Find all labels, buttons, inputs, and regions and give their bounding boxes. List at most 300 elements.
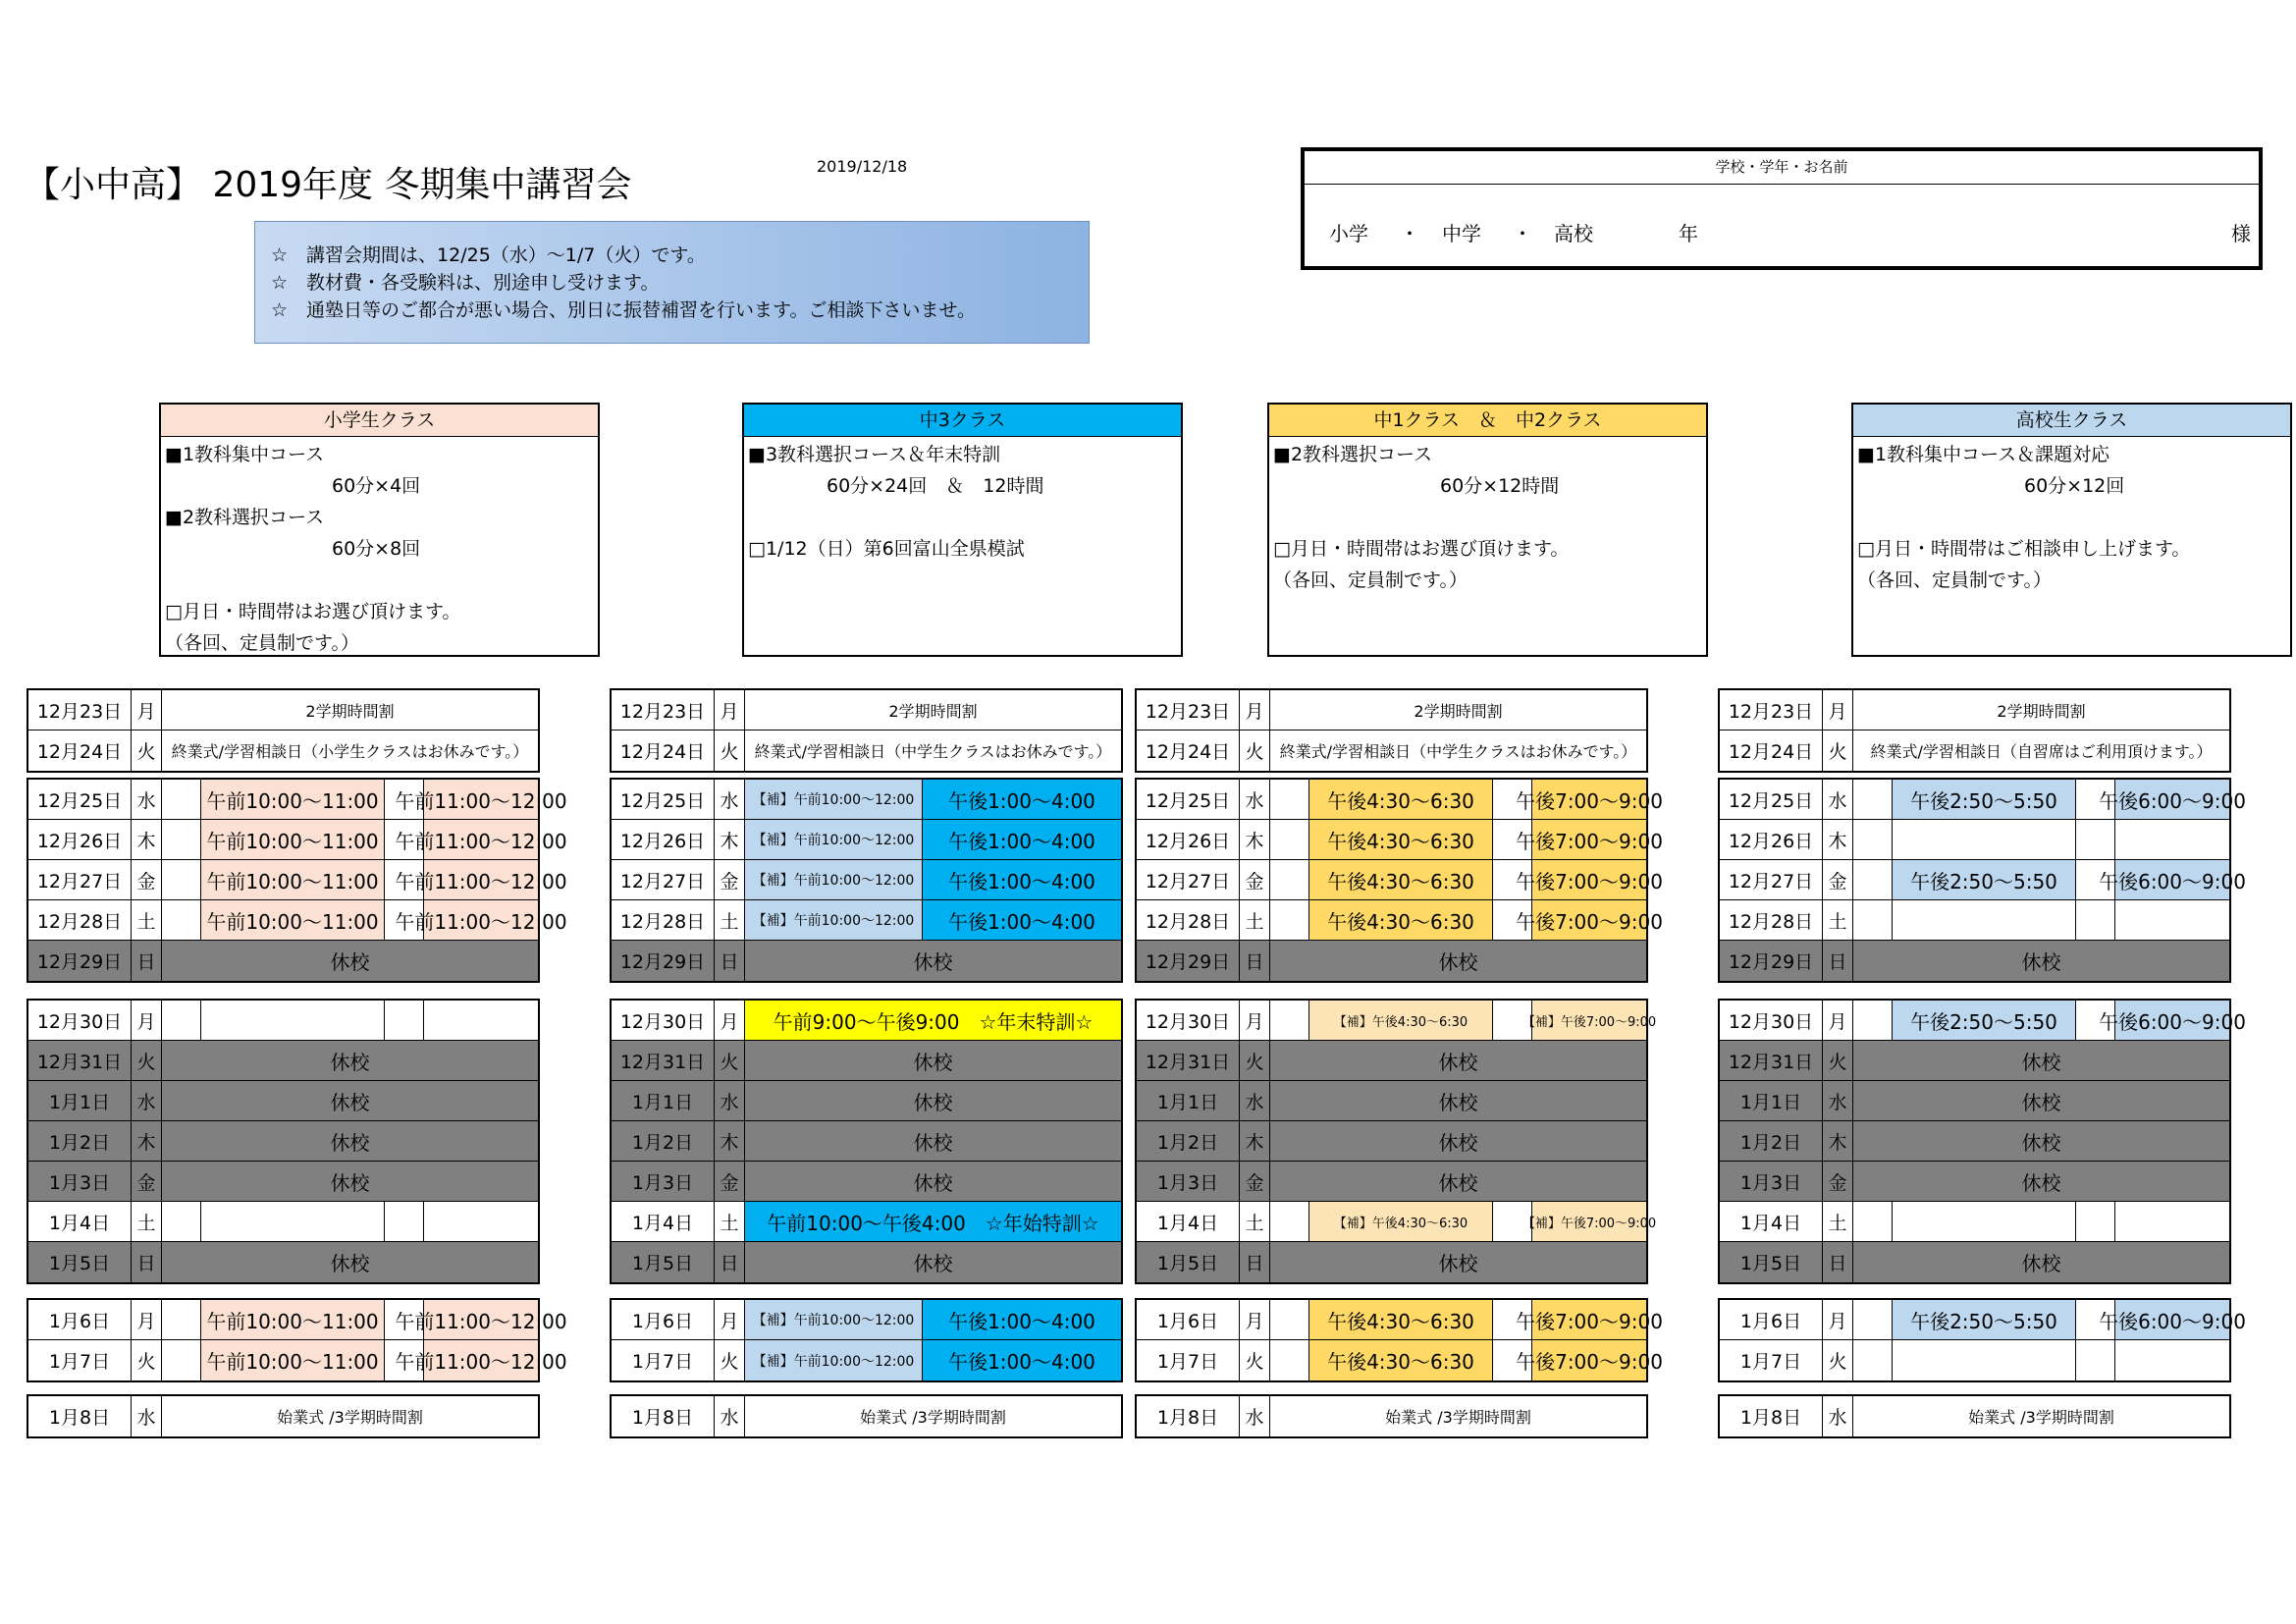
closed-cell: 休校 xyxy=(1438,950,1478,974)
session-slot-b[interactable]: 午後7:00～9:00 xyxy=(1532,1340,1646,1380)
course-line: 60分×4回 xyxy=(332,475,421,497)
date-cell: 1月8日 xyxy=(28,1396,132,1436)
course-line xyxy=(1857,502,2290,533)
schedule-row xyxy=(612,731,1121,771)
blank-cell xyxy=(1270,1001,1309,1040)
blank-cell xyxy=(162,820,201,859)
date-cell: 12月24日 xyxy=(612,731,715,771)
closed-cell: 休校 xyxy=(1438,1130,1478,1155)
schedule-row xyxy=(1720,900,2229,941)
date-cell: 12月25日 xyxy=(1720,780,1823,819)
date-cell: 1月2日 xyxy=(1137,1121,1240,1161)
date-cell: 1月1日 xyxy=(612,1081,715,1120)
closed-cell: 休校 xyxy=(330,1130,370,1155)
weekday-cell: 水 xyxy=(1240,1396,1270,1436)
weekday-cell: 日 xyxy=(1823,1242,1853,1282)
session-slot-a[interactable]: 午後4:30～6:30 xyxy=(1309,860,1493,899)
blank-cell xyxy=(1270,1300,1309,1339)
weekday-cell: 月 xyxy=(1240,1001,1270,1040)
honorific-label: 様 xyxy=(2231,222,2251,245)
date-cell: 12月28日 xyxy=(1720,900,1823,940)
date-cell: 12月24日 xyxy=(1720,731,1823,771)
schedule-row xyxy=(612,941,1121,981)
session-slot-a[interactable]: 【補】午前10:00～12:00 xyxy=(745,1300,923,1339)
session-slot-a[interactable]: 【補】午前10:00～12:00 xyxy=(745,900,923,940)
schedule-row xyxy=(28,1121,538,1162)
session-slot-a[interactable]: 【補】午前10:00～12:00 xyxy=(745,820,923,859)
special-session-cell[interactable]: 午前10:00～午後4:00 ☆年始特訓☆ xyxy=(745,1202,1121,1241)
schedule-high-group5 xyxy=(1718,1394,2231,1438)
weekday-cell: 火 xyxy=(132,1041,162,1080)
weekday-cell: 木 xyxy=(1823,1121,1853,1161)
blank-cell xyxy=(2076,1202,2115,1241)
schedule-grade3-group3 xyxy=(610,999,1123,1284)
date-cell: 12月26日 xyxy=(28,820,132,859)
date-cell: 12月23日 xyxy=(28,690,132,730)
schedule-row xyxy=(612,860,1121,900)
schedule-row xyxy=(1137,1162,1646,1202)
date-cell: 12月25日 xyxy=(28,780,132,819)
weekday-cell: 木 xyxy=(132,1121,162,1161)
schedule-elementary-group1 xyxy=(27,688,540,773)
session-slot-a[interactable] xyxy=(1893,820,2076,859)
schedule-row xyxy=(1137,1041,1646,1081)
date-cell: 1月7日 xyxy=(1720,1340,1823,1380)
session-slot-a[interactable]: 午前10:00～11:00 xyxy=(201,860,385,899)
schedule-row xyxy=(28,1162,538,1202)
date-cell: 12月29日 xyxy=(1137,941,1240,981)
weekday-cell: 火 xyxy=(132,731,162,771)
weekday-cell: 土 xyxy=(1823,1202,1853,1241)
schedule-row xyxy=(28,780,567,820)
session-slot-b[interactable]: 午後1:00～4:00 xyxy=(923,820,1121,859)
session-slot-b[interactable]: 午後7:00～9:00 xyxy=(1532,820,1646,859)
weekday-cell: 火 xyxy=(715,1041,745,1080)
schedule-row xyxy=(612,1396,1121,1436)
note-cell: 2学期時間割 xyxy=(305,701,395,721)
session-slot-a[interactable]: 【補】午前10:00～12:00 xyxy=(745,860,923,899)
date-cell: 12月28日 xyxy=(28,900,132,940)
weekday-cell: 土 xyxy=(1240,900,1270,940)
weekday-cell: 金 xyxy=(715,1162,745,1201)
schedule-row xyxy=(612,820,1121,860)
session-slot-b[interactable]: 午前11:00～12:00 xyxy=(424,900,538,940)
special-session-cell[interactable]: 午前9:00～午後9:00 ☆年末特訓☆ xyxy=(745,1001,1121,1040)
date-cell: 1月5日 xyxy=(1720,1242,1823,1282)
closed-cell: 休校 xyxy=(1438,1090,1478,1114)
date-cell: 1月5日 xyxy=(1137,1242,1240,1282)
weekday-cell: 水 xyxy=(1823,1396,1853,1436)
blank-cell xyxy=(1853,820,1893,859)
schedule-row xyxy=(1137,1202,1657,1242)
weekday-cell: 日 xyxy=(715,941,745,981)
schedule-row xyxy=(1720,1041,2229,1081)
session-slot-a[interactable]: 午前10:00～11:00 xyxy=(201,820,385,859)
weekday-cell: 月 xyxy=(132,690,162,730)
blank-cell xyxy=(1853,1001,1893,1040)
weekday-cell: 火 xyxy=(1240,731,1270,771)
course-line: □月日・時間帯はご相談申し上げます。 xyxy=(1857,538,2191,560)
session-slot-a[interactable]: 午後4:30～6:30 xyxy=(1309,900,1493,940)
session-slot-a[interactable]: 午後2:50～5:50 xyxy=(1893,1300,2076,1339)
course-body xyxy=(1269,437,1706,596)
date-cell: 12月26日 xyxy=(612,820,715,859)
date-cell: 1月8日 xyxy=(612,1396,715,1436)
weekday-cell: 日 xyxy=(1240,1242,1270,1282)
blank-cell xyxy=(1270,1340,1309,1380)
session-slot-a[interactable] xyxy=(201,1001,385,1040)
schedule-row xyxy=(612,1121,1121,1162)
schedule-row xyxy=(612,1242,1121,1282)
course-grade3 xyxy=(742,403,1183,657)
date-cell: 12月27日 xyxy=(1137,860,1240,899)
weekday-cell: 水 xyxy=(1240,1081,1270,1120)
course-line: （各回、定員制です。） xyxy=(1273,569,1468,591)
closed-cell: 休校 xyxy=(913,1130,953,1155)
schedule-row xyxy=(1137,860,1663,900)
course-line: ■2教科選択コース xyxy=(1273,444,1433,465)
weekday-cell: 水 xyxy=(1823,780,1853,819)
date-cell: 12月28日 xyxy=(1137,900,1240,940)
session-slot-b[interactable] xyxy=(424,1001,538,1040)
schedule-row xyxy=(28,900,567,941)
schedule-row xyxy=(1137,1121,1646,1162)
blank-cell xyxy=(1853,780,1893,819)
schedule-elementary-group3 xyxy=(27,999,540,1284)
weekday-cell: 火 xyxy=(1823,1340,1853,1380)
course-grade12 xyxy=(1267,403,1708,657)
session-slot-a[interactable]: 午後2:50～5:50 xyxy=(1893,860,2076,899)
schedule-row xyxy=(1720,1242,2229,1282)
date-cell: 12月28日 xyxy=(612,900,715,940)
note-cell: 始業式 /3学期時間割 xyxy=(1968,1408,2114,1427)
course-line: ■1教科集中コース＆課題対応 xyxy=(1857,444,2110,465)
course-line: □月日・時間帯はお選び頂けます。 xyxy=(1273,538,1570,560)
session-slot-b[interactable]: 午前11:00～12:00 xyxy=(424,820,538,859)
session-slot-b[interactable] xyxy=(2115,820,2229,859)
course-high xyxy=(1851,403,2292,657)
schedule-row xyxy=(1137,1396,1646,1436)
separator-dot: ・ xyxy=(1400,222,1419,245)
date-cell: 1月7日 xyxy=(1137,1340,1240,1380)
weekday-cell: 水 xyxy=(715,1396,745,1436)
note-cell: 始業式 /3学期時間割 xyxy=(1385,1408,1531,1427)
date-cell: 1月3日 xyxy=(612,1162,715,1201)
schedule-high-group3 xyxy=(1718,999,2246,1284)
session-slot-b[interactable]: 午後6:00～9:00 xyxy=(2115,1300,2229,1339)
session-slot-b[interactable]: 午後1:00～4:00 xyxy=(923,860,1121,899)
blank-cell xyxy=(162,1340,201,1380)
schedule-row xyxy=(28,1001,538,1041)
course-line xyxy=(165,565,598,596)
schedule-row xyxy=(1720,780,2246,820)
note-line: ☆ 講習会期間は、12/25（水）～1/7（火）です。 xyxy=(271,244,706,266)
weekday-cell: 月 xyxy=(715,690,745,730)
session-slot-a[interactable]: 【補】午後4:30～6:30 xyxy=(1309,1001,1493,1040)
grade-label: 年 xyxy=(1679,222,1698,245)
name-box-row[interactable] xyxy=(1329,218,2251,244)
high-label: 高校 xyxy=(1554,222,1593,245)
date-cell: 1月6日 xyxy=(1137,1300,1240,1339)
date-cell: 1月6日 xyxy=(28,1300,132,1339)
session-slot-a[interactable] xyxy=(1893,1340,2076,1380)
note-cell: 始業式 /3学期時間割 xyxy=(277,1408,423,1427)
schedule-row xyxy=(28,941,538,981)
session-slot-a[interactable]: 午後4:30～6:30 xyxy=(1309,820,1493,859)
session-slot-b[interactable]: 午前11:00～12:00 xyxy=(424,780,538,819)
course-header: 中3クラス xyxy=(744,405,1181,437)
session-slot-b[interactable] xyxy=(2115,900,2229,940)
weekday-cell: 木 xyxy=(715,820,745,859)
schedule-row xyxy=(1720,1396,2229,1436)
weekday-cell: 火 xyxy=(715,1340,745,1380)
course-elementary xyxy=(159,403,600,657)
schedule-row xyxy=(1720,1081,2229,1121)
weekday-cell: 月 xyxy=(1823,690,1853,730)
session-slot-b[interactable]: 午後1:00～4:00 xyxy=(923,780,1121,819)
session-slot-a[interactable]: 【補】午前10:00～12:00 xyxy=(745,1340,923,1380)
session-slot-a[interactable]: 午前10:00～11:00 xyxy=(201,900,385,940)
closed-cell: 休校 xyxy=(330,1170,370,1195)
note-cell: 始業式 /3学期時間割 xyxy=(860,1408,1006,1427)
schedule-row xyxy=(612,1202,1121,1242)
session-slot-a[interactable]: 午後4:30～6:30 xyxy=(1309,1300,1493,1339)
session-slot-a[interactable]: 午前10:00～11:00 xyxy=(201,1300,385,1339)
blank-cell xyxy=(385,1001,424,1040)
blank-cell xyxy=(1270,900,1309,940)
date-cell: 1月5日 xyxy=(612,1242,715,1282)
note-cell: 2学期時間割 xyxy=(1414,701,1503,721)
date-cell: 1月4日 xyxy=(28,1202,132,1241)
course-body xyxy=(744,437,1181,565)
course-header: 高校生クラス xyxy=(1853,405,2290,437)
schedule-high-group2 xyxy=(1718,778,2246,983)
weekday-cell: 水 xyxy=(132,1396,162,1436)
weekday-cell: 水 xyxy=(132,780,162,819)
date-cell: 1月5日 xyxy=(28,1242,132,1282)
weekday-cell: 月 xyxy=(1823,1001,1853,1040)
schedule-row xyxy=(28,1081,538,1121)
schedule-row xyxy=(612,1001,1121,1041)
date-cell: 1月6日 xyxy=(612,1300,715,1339)
schedule-high-group1 xyxy=(1718,688,2231,773)
schedule-row xyxy=(28,1340,567,1380)
schedule-grade3-group1 xyxy=(610,688,1123,773)
blank-cell xyxy=(162,780,201,819)
schedule-row xyxy=(1720,690,2229,731)
schedule-row xyxy=(612,690,1121,731)
session-slot-b[interactable]: 午後6:00～9:00 xyxy=(2115,780,2229,819)
blank-cell xyxy=(2076,900,2115,940)
blank-cell xyxy=(1270,860,1309,899)
junior-label: 中学 xyxy=(1442,222,1481,245)
schedule-row xyxy=(28,731,538,771)
schedule-row xyxy=(612,1340,1121,1380)
date-cell: 12月27日 xyxy=(1720,860,1823,899)
schedule-elementary-group4 xyxy=(27,1298,567,1382)
course-line: ■2教科選択コース xyxy=(165,507,325,528)
date-cell: 12月30日 xyxy=(1137,1001,1240,1040)
date-cell: 12月27日 xyxy=(28,860,132,899)
weekday-cell: 木 xyxy=(132,820,162,859)
blank-cell xyxy=(1270,780,1309,819)
date-cell: 1月7日 xyxy=(28,1340,132,1380)
weekday-cell: 土 xyxy=(132,1202,162,1241)
session-slot-a[interactable]: 午後4:30～6:30 xyxy=(1309,780,1493,819)
date-cell: 1月7日 xyxy=(612,1340,715,1380)
blank-cell xyxy=(1270,820,1309,859)
session-slot-b[interactable]: 午後1:00～4:00 xyxy=(923,1300,1121,1339)
session-slot-b[interactable]: 午後6:00～9:00 xyxy=(2115,1001,2229,1040)
schedule-row xyxy=(1720,1340,2229,1380)
course-line: 60分×12回 xyxy=(2024,475,2125,497)
session-slot-a[interactable] xyxy=(1893,1202,2076,1241)
weekday-cell: 火 xyxy=(1240,1041,1270,1080)
date-cell: 1月3日 xyxy=(1720,1162,1823,1201)
closed-cell: 休校 xyxy=(913,1170,953,1195)
date-cell: 1月2日 xyxy=(28,1121,132,1161)
session-slot-b[interactable]: 午後6:00～9:00 xyxy=(2115,860,2229,899)
closed-cell: 休校 xyxy=(1438,1170,1478,1195)
closed-cell: 休校 xyxy=(913,1252,953,1275)
closed-cell: 休校 xyxy=(330,1050,370,1074)
schedule-elementary-group2 xyxy=(27,778,567,983)
note-cell: 2学期時間割 xyxy=(888,701,978,721)
session-slot-b[interactable]: 午後1:00～4:00 xyxy=(923,900,1121,940)
schedule-row xyxy=(1720,941,2229,981)
session-slot-b[interactable]: 午後1:00～4:00 xyxy=(923,1340,1121,1380)
session-slot-a[interactable]: 午前10:00～11:00 xyxy=(201,780,385,819)
session-slot-a[interactable]: 午後2:50～5:50 xyxy=(1893,780,2076,819)
course-line: （各回、定員制です。） xyxy=(165,632,359,654)
date-cell: 12月31日 xyxy=(1720,1041,1823,1080)
session-slot-a[interactable]: 午後4:30～6:30 xyxy=(1309,1340,1493,1380)
session-slot-a[interactable] xyxy=(201,1202,385,1241)
schedule-elementary-group5 xyxy=(27,1394,540,1438)
schedule-row xyxy=(1137,1001,1657,1041)
closed-cell: 休校 xyxy=(2021,1090,2061,1114)
schedule-row xyxy=(612,1041,1121,1081)
schedule-row xyxy=(612,900,1121,941)
blank-cell xyxy=(1853,1202,1893,1241)
page-title: 【小中高】 2019年度 冬期集中講習会 xyxy=(25,165,632,205)
session-slot-a[interactable] xyxy=(1893,900,2076,940)
schedule-row xyxy=(1137,731,1646,771)
session-slot-b[interactable]: 午前11:00～12:00 xyxy=(424,1340,538,1380)
course-line: □月日・時間帯はお選び頂けます。 xyxy=(165,601,461,623)
date-cell: 12月29日 xyxy=(28,941,132,981)
weekday-cell: 金 xyxy=(1823,860,1853,899)
note-cell: 終業式/学習相談日（小学生クラスはお休みです。） xyxy=(171,742,529,761)
weekday-cell: 日 xyxy=(132,1242,162,1282)
session-slot-b[interactable]: 【補】午後7:00～9:00 xyxy=(1532,1001,1646,1040)
closed-cell: 休校 xyxy=(330,1090,370,1114)
weekday-cell: 火 xyxy=(1823,1041,1853,1080)
course-body xyxy=(1853,437,2290,596)
session-slot-b[interactable] xyxy=(424,1202,538,1241)
name-box[interactable] xyxy=(1301,147,2263,270)
session-slot-b[interactable]: 【補】午後7:00～9:00 xyxy=(1532,1202,1646,1241)
schedule-row xyxy=(28,1396,538,1436)
date-cell: 1月4日 xyxy=(612,1202,715,1241)
schedule-row xyxy=(1137,1300,1663,1340)
weekday-cell: 土 xyxy=(1823,900,1853,940)
schedule-row xyxy=(1137,780,1663,820)
session-slot-b[interactable]: 午後7:00～9:00 xyxy=(1532,900,1646,940)
weekday-cell: 木 xyxy=(1823,820,1853,859)
note-cell: 2学期時間割 xyxy=(1997,701,2086,721)
schedule-row xyxy=(1720,1121,2229,1162)
weekday-cell: 水 xyxy=(1240,780,1270,819)
session-slot-b[interactable] xyxy=(2115,1340,2229,1380)
date-cell: 12月30日 xyxy=(28,1001,132,1040)
session-slot-b[interactable]: 午前11:00～12:00 xyxy=(424,860,538,899)
weekday-cell: 金 xyxy=(132,1162,162,1201)
closed-cell: 休校 xyxy=(330,1252,370,1275)
course-line xyxy=(748,502,1181,533)
weekday-cell: 水 xyxy=(715,780,745,819)
weekday-cell: 金 xyxy=(1823,1162,1853,1201)
session-slot-b[interactable] xyxy=(2115,1202,2229,1241)
closed-cell: 休校 xyxy=(2021,1252,2061,1275)
schedule-row xyxy=(612,1081,1121,1121)
date-cell: 1月1日 xyxy=(1720,1081,1823,1120)
date-cell: 1月8日 xyxy=(1137,1396,1240,1436)
date-cell: 12月23日 xyxy=(612,690,715,730)
date-cell: 1月6日 xyxy=(1720,1300,1823,1339)
session-slot-b[interactable]: 午前11:00～12:00 xyxy=(424,1300,538,1339)
schedule-row xyxy=(1137,941,1646,981)
weekday-cell: 金 xyxy=(132,860,162,899)
schedule-row xyxy=(28,1300,567,1340)
session-slot-b[interactable]: 午後7:00～9:00 xyxy=(1532,860,1646,899)
blank-cell xyxy=(1853,900,1893,940)
weekday-cell: 月 xyxy=(715,1001,745,1040)
blank-cell xyxy=(162,900,201,940)
schedule-grade12-group5 xyxy=(1135,1394,1648,1438)
weekday-cell: 土 xyxy=(715,1202,745,1241)
session-slot-a[interactable]: 【補】午後4:30～6:30 xyxy=(1309,1202,1493,1241)
date-cell: 1月2日 xyxy=(612,1121,715,1161)
note-cell: 終業式/学習相談日（中学生クラスはお休みです。） xyxy=(1279,742,1637,761)
schedule-row xyxy=(1720,1300,2246,1340)
closed-cell: 休校 xyxy=(1438,1050,1478,1074)
date-cell: 12月23日 xyxy=(1720,690,1823,730)
session-slot-b[interactable]: 午後7:00～9:00 xyxy=(1532,1300,1646,1339)
weekday-cell: 土 xyxy=(132,900,162,940)
blank-cell xyxy=(1270,1202,1309,1241)
session-slot-a[interactable]: 【補】午前10:00～12:00 xyxy=(745,780,923,819)
session-slot-b[interactable]: 午後7:00～9:00 xyxy=(1532,780,1646,819)
weekday-cell: 日 xyxy=(132,941,162,981)
date-cell: 1月4日 xyxy=(1720,1202,1823,1241)
schedule-row xyxy=(1720,1162,2229,1202)
date-cell: 1月3日 xyxy=(1137,1162,1240,1201)
weekday-cell: 日 xyxy=(1240,941,1270,981)
schedule-grade12-group4 xyxy=(1135,1298,1663,1382)
date-cell: 12月31日 xyxy=(28,1041,132,1080)
issue-date: 2019/12/18 xyxy=(817,157,908,176)
schedule-row xyxy=(1137,1340,1663,1380)
date-cell: 12月31日 xyxy=(1137,1041,1240,1080)
note-cell: 終業式/学習相談日（自習席はご利用頂けます。） xyxy=(1870,742,2213,761)
session-slot-a[interactable]: 午前10:00～11:00 xyxy=(201,1340,385,1380)
course-header: 小学生クラス xyxy=(161,405,598,437)
blank-cell xyxy=(1853,1300,1893,1339)
session-slot-a[interactable]: 午後2:50～5:50 xyxy=(1893,1001,2076,1040)
blank-cell xyxy=(162,1001,201,1040)
schedule-row xyxy=(28,1242,538,1282)
